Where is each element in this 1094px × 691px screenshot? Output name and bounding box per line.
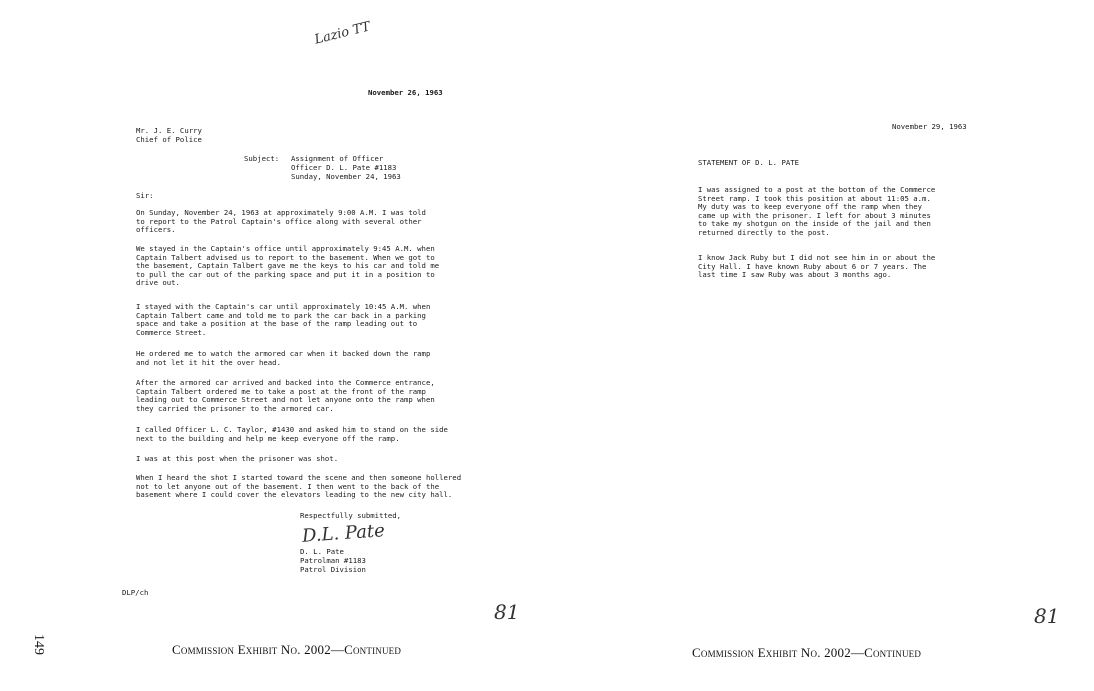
statement-paragraph: I was assigned to a post at the bottom of the Commerce Street ramp. I took this position at about 11:05 a.m. My duty was to keep everyone off the ramp when they came up with the prisoner. I left for about 3 minutes to take my shotgun on the inside of the jail and then returned directly to the post. (698, 185, 936, 237)
handwritten-note: Lazio TT (313, 19, 372, 48)
letter-paragraph: We stayed in the Captain's office until approximately 9:45 A.M. when Captain Talbert advised us to report to the basement. When we got to the basement, Captain Talbert gave me the keys to his car and told me to pull the car out of the parking space and put it in a position to drive out. (136, 244, 440, 288)
salutation: Sir: (136, 191, 154, 200)
letter-date: November 26, 1963 (368, 88, 443, 97)
statement-title: STATEMENT OF D. L. PATE (698, 158, 800, 167)
typist-initials: DLP/ch (122, 588, 149, 597)
addressee-name: Mr. J. E. Curry (136, 126, 202, 135)
subject-line-2: Officer D. L. Pate #1183 (291, 163, 397, 172)
letter-paragraph: After the armored car arrived and backed into the Commerce entrance, Captain Talbert ordered me to take a post at the front of the ramp leading out to Commerce Street and not let anyone onto the ramp when they carried the prisoner to the armored car. (136, 378, 435, 413)
signer-rank: Patrolman #1183 (300, 556, 366, 565)
signer-name: D. L. Pate (300, 547, 344, 556)
letter-paragraph: When I heard the shot I started toward the scene and then someone hollered not to let anyone out of the basement. I then went to the back of the basement where I could cover the elevators leading to the new city hall. (136, 473, 462, 500)
exhibit-caption: Commission Exhibit No. 2002—Continued (172, 642, 402, 657)
letter-paragraph: I called Officer L. C. Taylor, #1430 and asked him to stand on the side next to the building and help me keep everyone off the ramp. (136, 425, 448, 443)
letter-paragraph: I stayed with the Captain's car until approximately 10:45 A.M. when Captain Talbert came and told me to park the car back in a parking space and take a position at the base of the ramp leading out to Commerce Street. (136, 302, 431, 337)
signer-division: Patrol Division (300, 565, 366, 574)
signature: D.L. Pate (301, 520, 386, 547)
letter-paragraph: On Sunday, November 24, 1963 at approximately 9:00 A.M. I was told to report to the Patrol Captain's office along with several other officers. (136, 208, 426, 235)
handwritten-page-mark: 81 (1034, 604, 1060, 628)
statement-paragraph: I know Jack Ruby but I did not see him in or about the City Hall. I have known Ruby about 6 or 7 years. The last time I saw Ruby was about 3 months ago. (698, 253, 936, 280)
page-number: 149 (31, 634, 46, 655)
subject-label: Subject: (244, 154, 280, 163)
closing: Respectfully submitted, (300, 511, 402, 520)
addressee-title: Chief of Police (136, 135, 202, 144)
exhibit-caption: Commission Exhibit No. 2002—Continued (692, 645, 922, 660)
letter-paragraph: I was at this post when the prisoner was shot. (136, 454, 339, 463)
letter-paragraph: He ordered me to watch the armored car when it backed down the ramp and not let it hit the over head. (136, 349, 431, 367)
statement-date: November 29, 1963 (892, 122, 967, 131)
subject-line-1: Assignment of Officer (291, 154, 384, 163)
subject-line-3: Sunday, November 24, 1963 (291, 172, 401, 181)
handwritten-page-mark: 81 (494, 600, 520, 624)
